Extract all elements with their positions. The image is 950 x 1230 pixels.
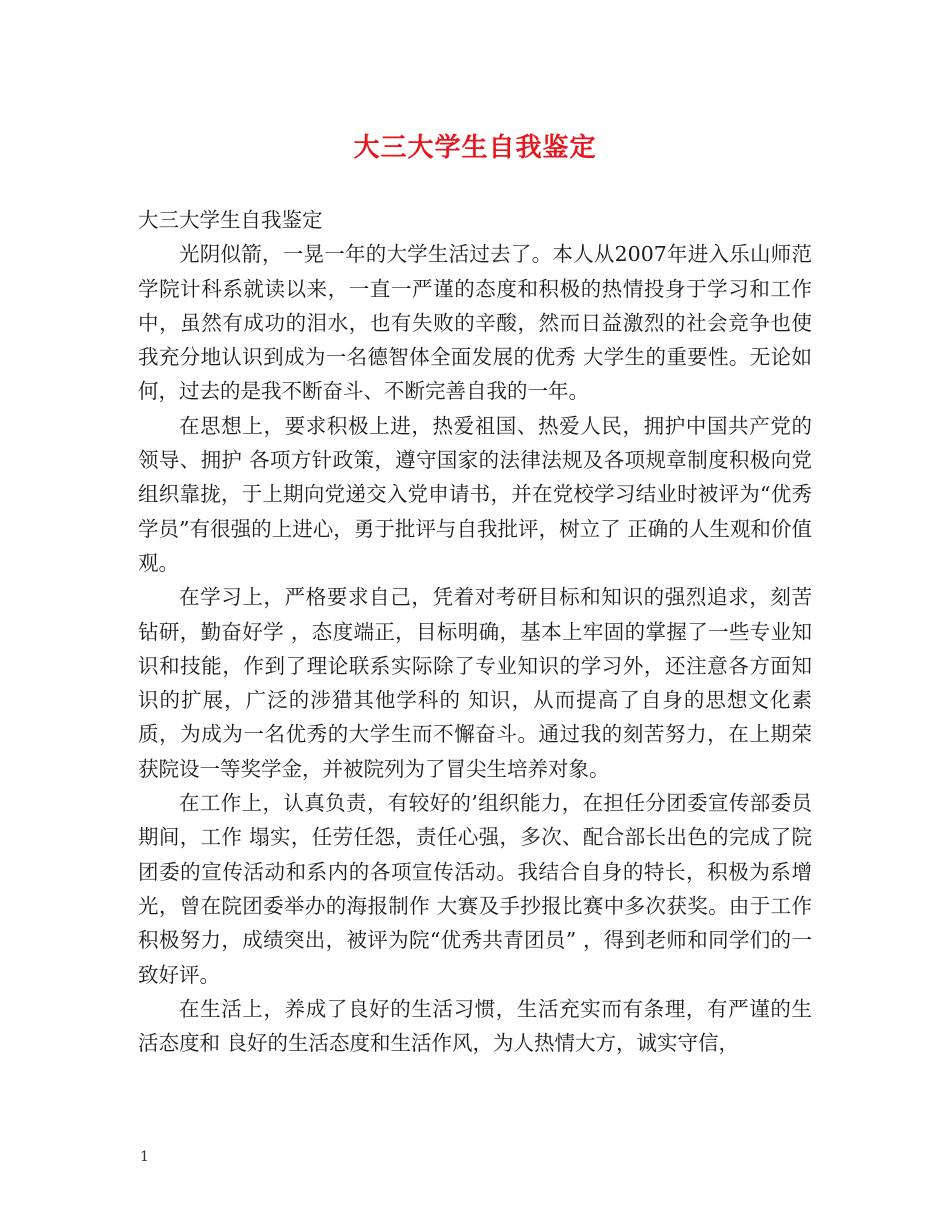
paragraph-intro: 光阴似箭，一晃一年的大学生活过去了。本人从2007年进入乐山师范学院计科系就读以来，一直一严谨的态度和积极的热情投身于学习和工作中，虽然有成功的泪水，也有失败的辛酸，然而日益激烈的社会竞争也使我充分地认识到成为一名德智体全面发展的优秀 大学生的重要性。无论如何，过去的是我不断奋斗、不断完善自我的一年。: [138, 242, 812, 404]
paragraph-ideology: 在思想上，要求积极上进，热爱祖国、热爱人民，拥护中国共产党的领导、拥护 各项方针政策，遵守国家的法律法规及各项规章制度积极向党组织靠拢，于上期向党递交入党申请书，并在党校学习结业时被评为“优秀学员”有很强的上进心，勇于批评与自我批评，树立了 正确的人生观和价值观。: [138, 413, 812, 575]
paragraph-study: 在学习上，严格要求自己，凭着对考研目标和知识的强烈追求，刻苦钻研，勤奋好学 ，态度端正，目标明确，基本上牢固的掌握了一些专业知识和技能，作到了理论联系实际除了专业知识的学习外，还注意各方面知识的扩展，广泛的涉猎其他学科的 知识，从而提高了自身的思想文化素质，为成为一名优秀的大学生而不懈奋斗。通过我的刻苦努力，在上期荣获院设一等奖学金，并被院列为了冒尖生培养对象。: [138, 585, 812, 781]
paragraph-work: 在工作上，认真负责，有较好的’组织能力，在担任分团委宣传部委员期间，工作 塌实，任劳任怨，责任心强，多次、配合部长出色的完成了院团委的宣传活动和系内的各项宣传活动。我结合自身的特长，积极为系增光，曾在院团委举办的海报制作 大赛及手抄报比赛中多次获奖。由于工作积极努力，成绩突出，被评为院“优秀共青团员” ，得到老师和同学们的一致好评。: [138, 791, 812, 987]
document-subtitle: 大三大学生自我鉴定: [138, 208, 323, 232]
paragraph-life: 在生活上，养成了良好的生活习惯，生活充实而有条理，有严谨的生活态度和 良好的生活态度和生活作风，为人热情大方，诚实守信，: [138, 996, 812, 1056]
document-title: 大三大学生自我鉴定: [353, 133, 597, 163]
page-number: 1: [140, 1149, 149, 1165]
document-body: [138, 203, 812, 1060]
